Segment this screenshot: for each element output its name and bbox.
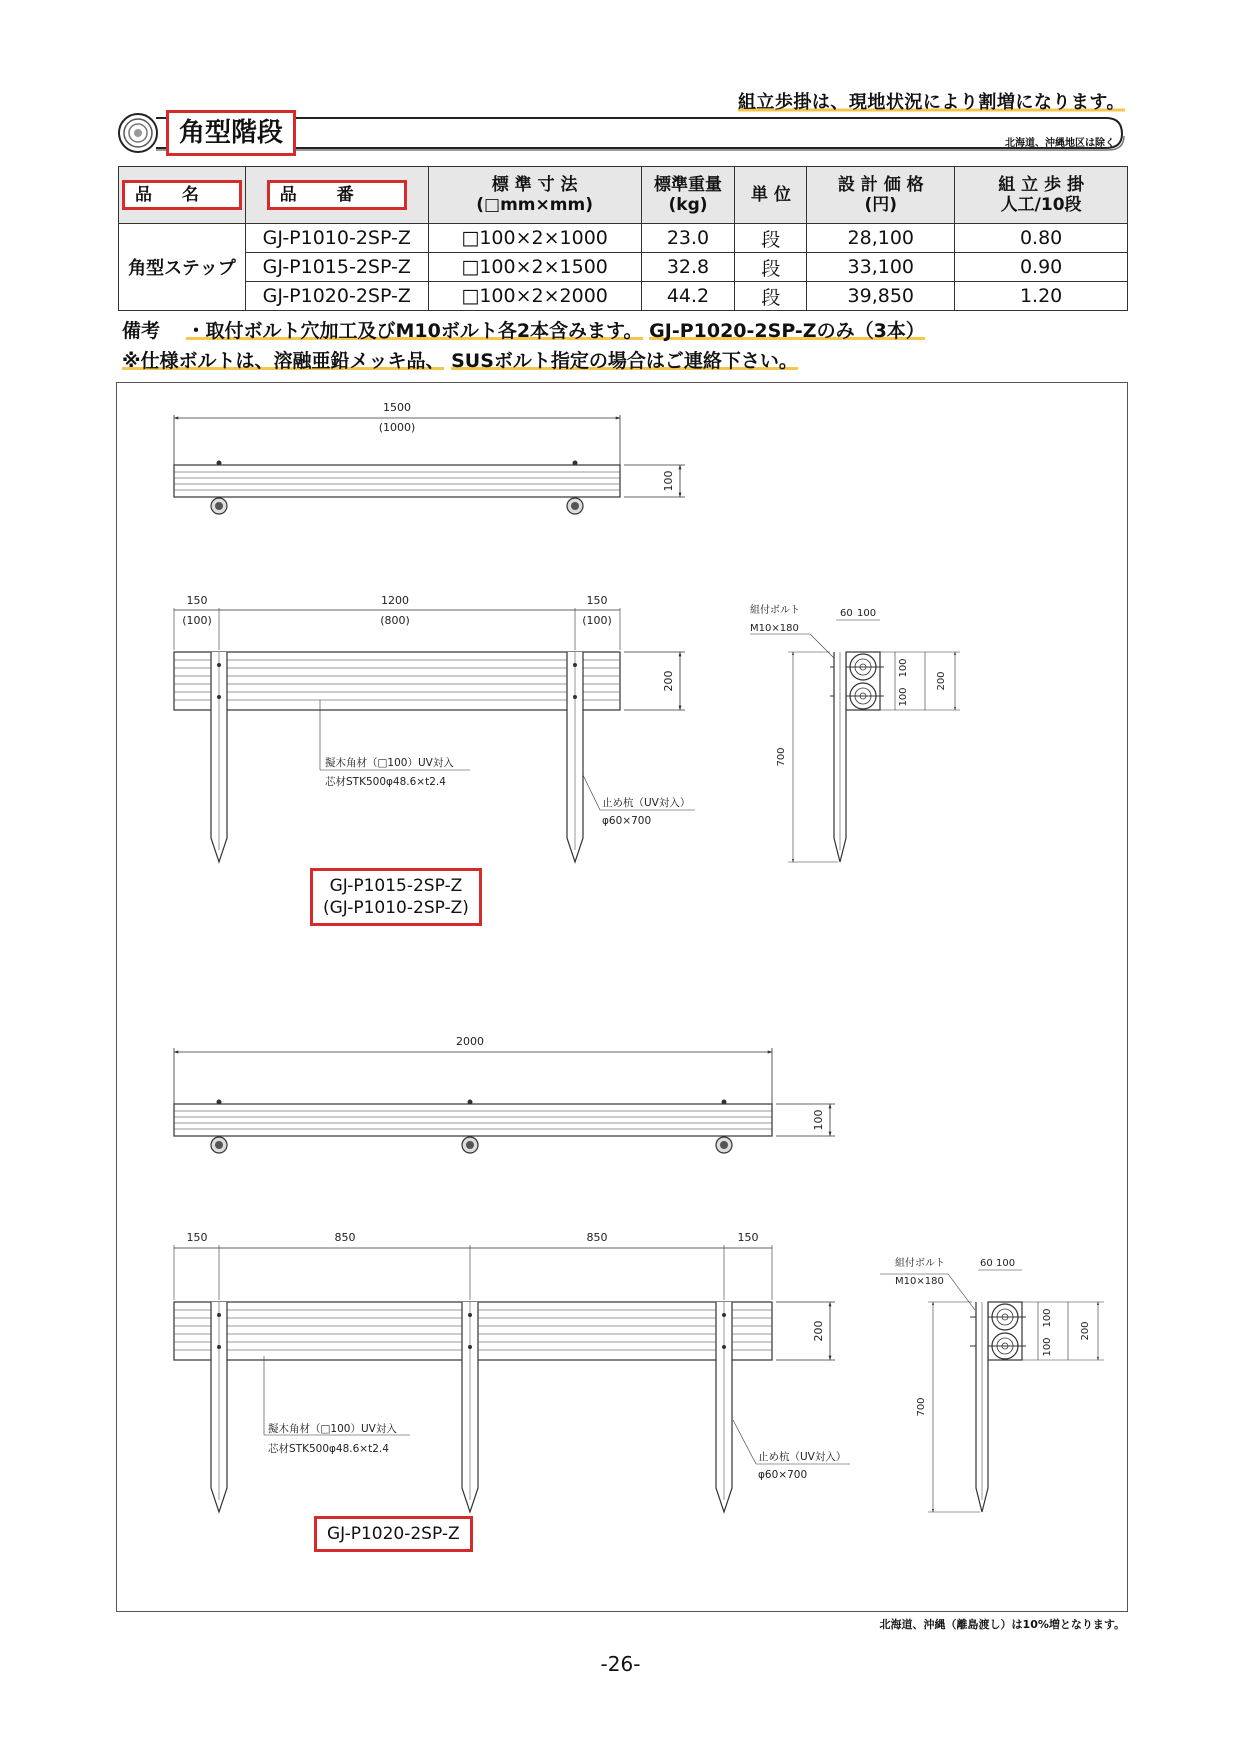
dim-text: 200 (662, 670, 675, 692)
dim-text: (100) (182, 614, 212, 627)
remarks-line-2: ※仕様ボルトは、溶融亜鉛メッキ品、 SUSボルト指定の場合はご連絡下さい。 (122, 350, 798, 372)
dim-text: 2000 (456, 1035, 484, 1048)
stake-label: φ60×700 (602, 815, 652, 827)
dim-text: 60 (980, 1258, 993, 1269)
dim-text: 150 (737, 1231, 759, 1244)
header-name: 品名 (119, 167, 246, 224)
cell-code: GJ-P1020-2SP-Z (245, 282, 428, 311)
stake-label: 止め杭（UV対入） (602, 797, 691, 809)
cell-price: 39,850 (807, 282, 955, 311)
header-labor: 組 立 歩 掛 人工/10段 (955, 167, 1128, 224)
dim-text: 100 (996, 1258, 1016, 1269)
dim-text: 1200 (381, 594, 409, 607)
cell-price: 33,100 (807, 253, 955, 282)
dim-text: 100 (898, 687, 909, 707)
model-label-1: GJ-P1015-2SP-Z (GJ-P1010-2SP-Z) (310, 868, 482, 926)
cell-labor: 0.90 (955, 253, 1128, 282)
cell-dims: □100×2×2000 (428, 282, 641, 311)
cell-labor: 0.80 (955, 224, 1128, 253)
page-title: 角型階段 (166, 110, 296, 156)
cell-unit: 段 (735, 224, 807, 253)
cell-labor: 1.20 (955, 282, 1128, 311)
dim-text: (800) (380, 614, 410, 627)
dim-text: 60 (840, 608, 853, 619)
header-code: 品番 (245, 167, 428, 224)
dim-text: 100 (662, 470, 675, 492)
drawing-2-front-view (174, 1231, 850, 1512)
material-label: 擬木角材（□100）UV対入 (268, 1423, 397, 1435)
dim-text: 100 (898, 658, 909, 678)
header-weight: 標準重量 (kg) (641, 167, 735, 224)
cell-dims: □100×2×1000 (428, 224, 641, 253)
bolt-label: M10×180 (750, 623, 799, 634)
page-number: -26- (600, 1652, 641, 1676)
stake-label: 止め杭（UV対入） (758, 1451, 847, 1463)
cell-dims: □100×2×1500 (428, 253, 641, 282)
cell-unit: 段 (735, 282, 807, 311)
footer-note: 北海道、沖縄（離島渡し）は10%増となります。 (879, 1618, 1125, 1631)
bolt-label: 組付ボルト (750, 605, 800, 616)
dim-text: 700 (916, 1397, 927, 1417)
dim-text: 850 (334, 1231, 356, 1244)
cell-weight: 23.0 (641, 224, 735, 253)
cell-code: GJ-P1015-2SP-Z (245, 253, 428, 282)
dim-text: 200 (936, 671, 947, 691)
bolt-label: M10×180 (895, 1276, 944, 1287)
product-name-cell: 角型ステップ (119, 224, 246, 311)
dim-text: 150 (186, 594, 208, 607)
dim-text: 100 (1042, 1337, 1053, 1357)
dim-text: 100 (857, 608, 877, 619)
dim-text: 200 (1080, 1321, 1091, 1341)
dim-text: (1000) (378, 421, 416, 434)
dim-text: 100 (1042, 1308, 1053, 1328)
drawing-1-side-view (750, 603, 960, 862)
cell-unit: 段 (735, 253, 807, 282)
drawing-2-side-view (880, 1256, 1104, 1512)
cell-code: GJ-P1010-2SP-Z (245, 224, 428, 253)
material-label: 芯材STK500φ48.6×t2.4 (268, 1443, 389, 1455)
stake-label: φ60×700 (758, 1469, 808, 1481)
cell-weight: 32.8 (641, 253, 735, 282)
material-label: 擬木角材（□100）UV対入 (325, 757, 454, 769)
cell-price: 28,100 (807, 224, 955, 253)
dim-text: (100) (582, 614, 612, 627)
dim-text: 850 (586, 1231, 608, 1244)
header-price: 設 計 価 格 (円) (807, 167, 955, 224)
region-note: 北海道、沖縄地区は除く (1005, 138, 1115, 149)
cell-weight: 44.2 (641, 282, 735, 311)
drawing-2-top-view (174, 1035, 835, 1153)
drawing-1-front-view (174, 594, 695, 862)
remarks-label: 備考 (122, 320, 161, 342)
material-label: 芯材STK500φ48.6×t2.4 (325, 776, 446, 788)
dim-text: 100 (812, 1109, 825, 1131)
dim-text: 1500 (383, 401, 411, 414)
dim-text: 150 (186, 1231, 208, 1244)
dim-text: 200 (812, 1320, 825, 1342)
drawing-1-top-view (174, 401, 685, 514)
bolt-label: 組付ボルト (895, 1258, 945, 1269)
top-note: 組立歩掛は、現地状況により割増になります。 (737, 92, 1125, 113)
remarks-line-1: 備考 ・取付ボルト穴加工及びM10ボルト各2本含みます。 GJ-P1020-2SP-Zのみ（3本） (122, 320, 925, 342)
dim-text: 700 (776, 747, 787, 767)
header-dims: 標 準 寸 法 (□mm×mm) (428, 167, 641, 224)
header-unit: 単 位 (735, 167, 807, 224)
model-label-2: GJ-P1020-2SP-Z (314, 1516, 473, 1552)
dim-text: 150 (586, 594, 608, 607)
